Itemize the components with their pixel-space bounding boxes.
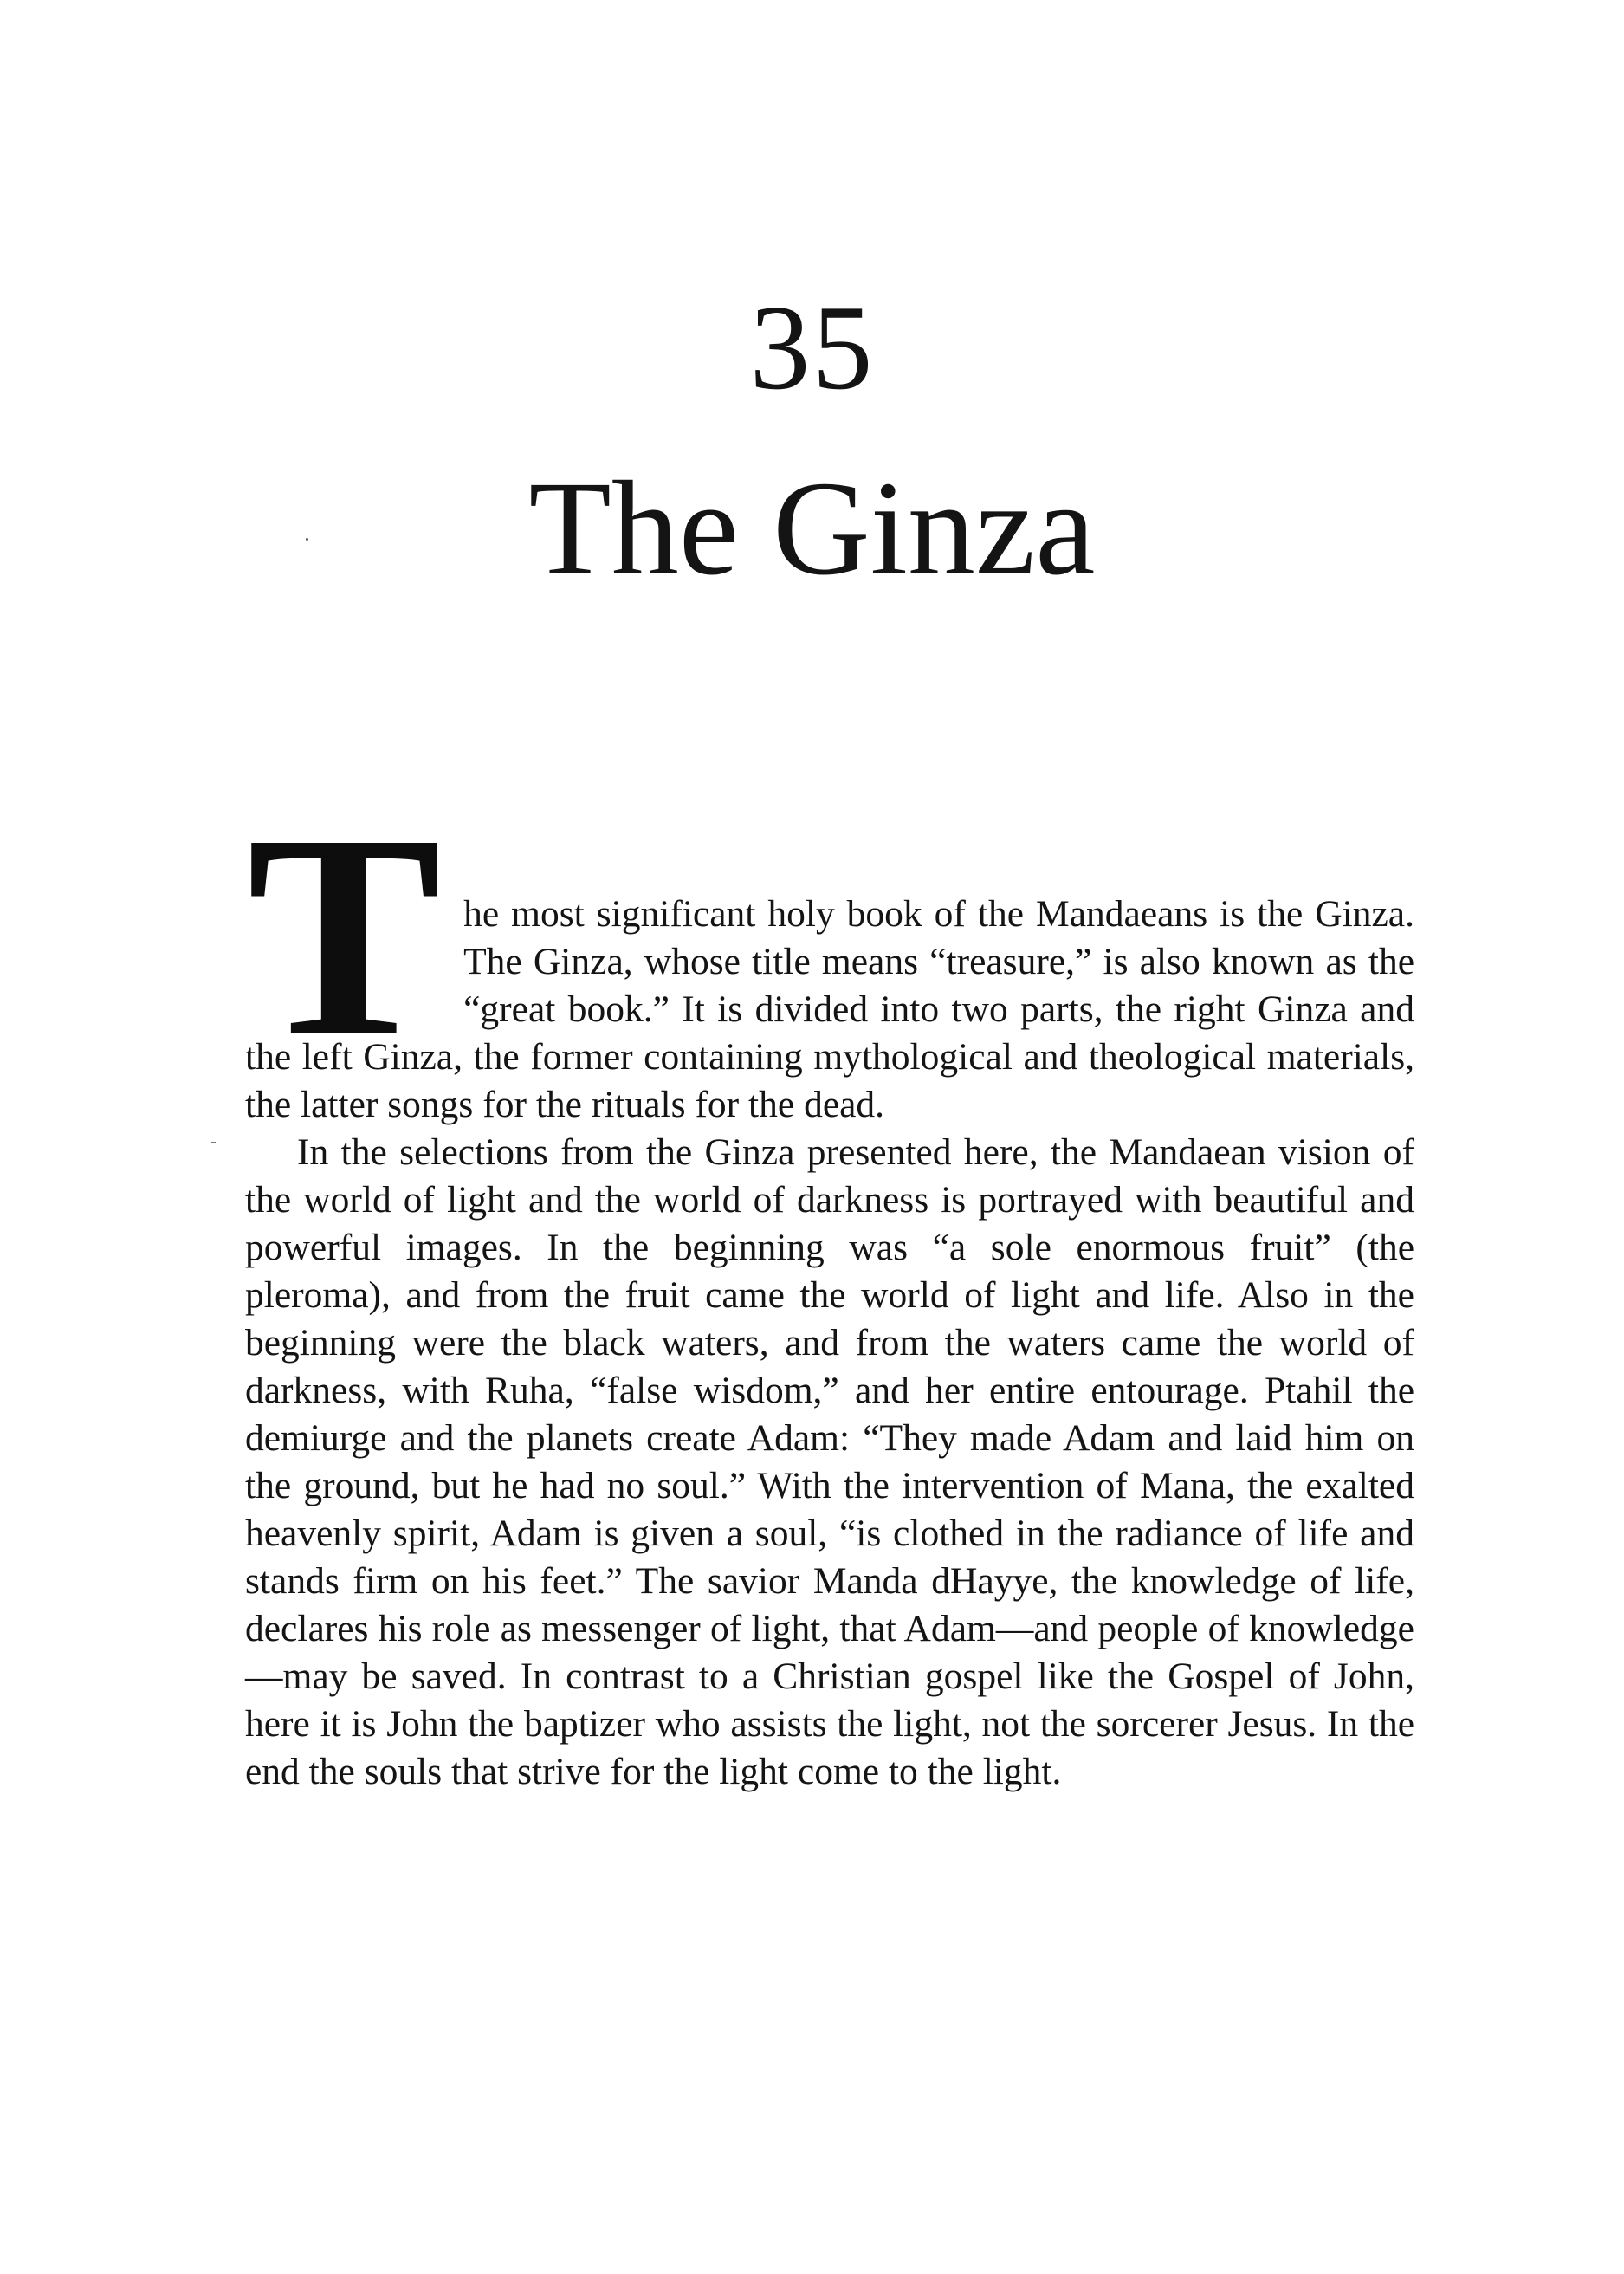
chapter-title: The Ginza (528, 453, 1096, 603)
drop-cap: T (247, 774, 442, 1097)
paragraph-2: In the selections from the Ginza presented here, the Mandaean vision of the world of light and the world of darkness is portrayed with beautiful and powerful images. In the beginning was “a sole enormous fruit” (the pleroma), and from the fruit came the world of light and life. Also in the beginning were the black waters, and from the waters came the world of darkness, with Ruha, “false wisdom,” and her entire entourage. Ptahil the demiurge and the planets create Adam: “They made Adam and laid him on the ground, but he had no soul.” With the intervention of Mana, the exalted heavenly spirit, Adam is given a soul, “is clothed in the radiance of life and stands firm on his feet.” The savior Manda dHayye, the knowledge of life, declares his role as messenger of light, that Adam—and people of knowledge—may be saved. In contrast to a Christian gospel like the Gospel of John, here it is John the baptizer who assists the light, not the sorcerer Jesus. In the end the souls that strive for the light come to the light. (245, 1131, 1414, 1792)
chapter-number: 35 (749, 281, 875, 415)
paragraph-1 (245, 774, 1414, 1129)
scan-speck (211, 1142, 216, 1143)
paragraph-1-text: he most significant holy book of the Mandaeans is the Ginza. The Ginza, whose title means “treasure,” is also known as the “great book.” It is divided into two parts, the right Ginza and the left Ginza, the former containing mythological and theological materials, the latter songs for the rituals for the dead. (245, 893, 1414, 1125)
chapter-intro (245, 774, 1414, 1796)
